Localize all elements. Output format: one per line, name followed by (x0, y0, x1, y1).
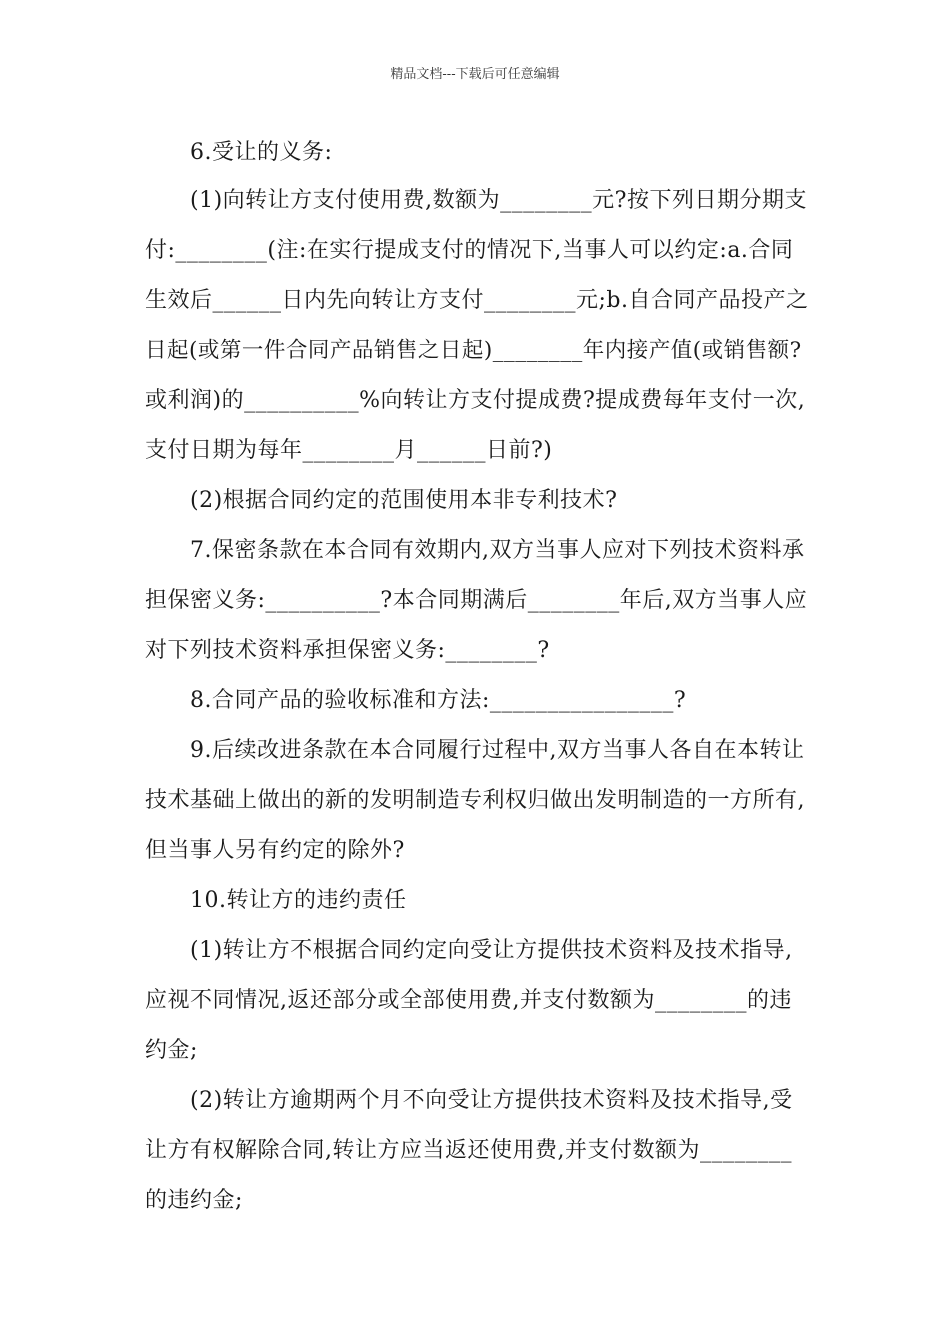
text-line: (1)转让方不根据合同约定向受让方提供技术资料及技术指导, (190, 938, 793, 963)
text-line: 技术基础上做出的新的发明制造专利权归做出发明制造的一方所有, (145, 788, 805, 813)
page-header: 精品文档---下载后可任意编辑 (390, 67, 560, 82)
text-line: 约金; (145, 1038, 198, 1063)
text-line: 6.受让的义务: (190, 140, 333, 165)
text-line: (2)根据合同约定的范围使用本非专利技术? (190, 488, 618, 513)
text-line: 的违约金; (145, 1188, 243, 1213)
text-line: 或利润)的__________%向转让方支付提成费?提成费每年支付一次, (145, 388, 806, 413)
text-line: 应视不同情况,返还部分或全部使用费,并支付数额为________的违 (145, 988, 792, 1013)
text-line: 担保密义务:__________?本合同期满后________年后,双方当事人应 (145, 588, 808, 613)
text-line: 生效后______日内先向转让方支付________元;b.自合同产品投产之 (145, 288, 809, 313)
text-line: 9.后续改进条款在本合同履行过程中,双方当事人各自在本转让 (190, 738, 805, 763)
text-line: 但当事人另有约定的除外? (145, 838, 405, 863)
text-line: 支付日期为每年________月______日前?) (145, 438, 553, 463)
text-line: (1)向转让方支付使用费,数额为________元?按下列日期分期支 (190, 188, 807, 213)
text-line: (2)转让方逾期两个月不向受让方提供技术资料及技术指导,受 (190, 1088, 793, 1113)
text-line: 对下列技术资料承担保密义务:________? (145, 638, 550, 663)
text-line: 10.转让方的违约责任 (190, 888, 407, 913)
text-line: 7.保密条款在本合同有效期内,双方当事人应对下列技术资料承 (190, 538, 805, 563)
text-line: 日起(或第一件合同产品销售之日起)________年内接产值(或销售额? (145, 338, 802, 363)
text-line: 让方有权解除合同,转让方应当返还使用费,并支付数额为________ (145, 1138, 792, 1163)
text-line: 8.合同产品的验收标准和方法:________________? (190, 688, 687, 713)
text-line: 付:________(注:在实行提成支付的情况下,当事人可以约定:a.合同 (145, 238, 794, 263)
